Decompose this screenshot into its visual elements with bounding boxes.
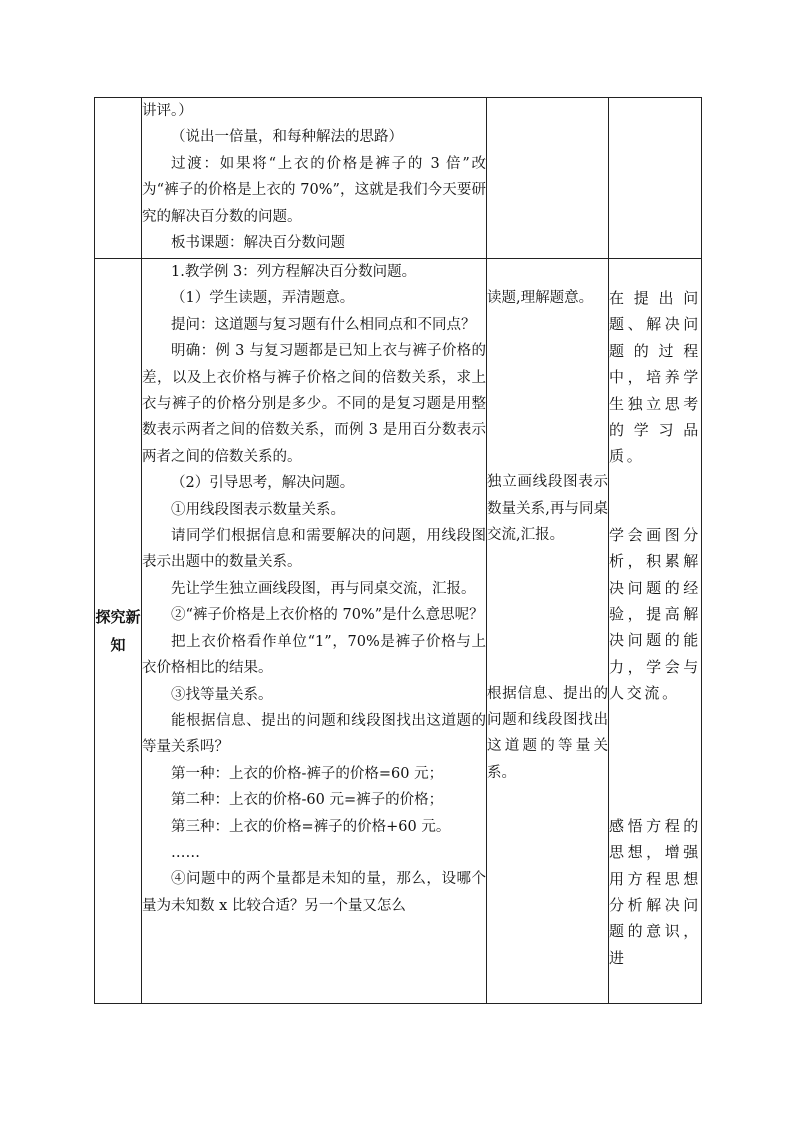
student-activity-cell bbox=[487, 259, 609, 1004]
section-label: 探究新知 bbox=[95, 259, 142, 1004]
paragraph: 第三种：上衣的价格=裤子的价格+60 元。 bbox=[171, 818, 451, 835]
student-activity-text: 读题,理解题意。 bbox=[487, 290, 594, 306]
student-activity-text: 独立画线段图表示数量关系,再与同桌交流,汇报。 bbox=[487, 474, 608, 544]
student-activity-cell-empty bbox=[487, 98, 609, 259]
table-row-explore bbox=[95, 259, 702, 1004]
paragraph: 第一种：上衣的价格-裤子的价格=60 元； bbox=[171, 765, 444, 782]
teaching-process-cell bbox=[142, 259, 487, 1004]
paragraph: ④问题中的两个量都是未知的量，那么，设哪个量为未知数 x 比较合适？另一个量又怎么 bbox=[142, 871, 486, 914]
paragraph: 明确：例 3 与复习题都是已知上衣与裤子价格的差，以及上衣价格与裤子价格之间的倍数关系，求上衣与裤子的价格分别是多少。不同的是复习题是用整数表示两者之间的倍数关系，而例 3 是用百分数表示两者之间的倍数关系的。 bbox=[142, 343, 486, 465]
design-intent-text: 在提出问题、解决问题的过程中，培养学生独立思考的学习品质。 bbox=[609, 289, 701, 466]
paragraph: 第二种：上衣的价格-60 元=裤子的价格； bbox=[171, 792, 444, 809]
student-activity-text: 根据信息、提出的问题和线段图找出这道题的等量关系。 bbox=[487, 685, 608, 781]
label-cell-empty bbox=[95, 98, 142, 259]
paragraph: 提问：这道题与复习题有什么相同点和不同点？ bbox=[171, 316, 476, 333]
paragraph: （2）引导思考，解决问题。 bbox=[171, 475, 355, 492]
paragraph: 过渡：如果将“上衣的价格是裤子的 3 倍”改为“裤子的价格是上衣的 70%”，这就是我们今天要研究的解决百分数的问题。 bbox=[142, 155, 486, 225]
paragraph: 先让学生独立画线段图，再与同桌交流，汇报。 bbox=[171, 580, 476, 597]
paragraph: 请同学们根据信息和需要解决的问题，用线段图表示出题中的数量关系。 bbox=[142, 528, 486, 571]
table-row-review bbox=[95, 98, 702, 259]
paragraph: 1.教学例 3：列方程解决百分数问题。 bbox=[171, 264, 417, 280]
paragraph: 能根据信息、提出的问题和线段图找出这道题的等量关系吗？ bbox=[142, 712, 486, 756]
design-intent-cell bbox=[609, 259, 702, 1004]
paragraph: ③找等量关系。 bbox=[171, 686, 273, 703]
lesson-plan-table bbox=[94, 97, 702, 1004]
teaching-process-cell bbox=[142, 98, 487, 259]
paragraph: （说出一倍量，和每种解法的思路） bbox=[171, 129, 403, 146]
paragraph: 讲评。） bbox=[142, 103, 193, 119]
paragraph: 板书课题：解决百分数问题 bbox=[171, 235, 345, 252]
paragraph: 把上衣价格看作单位“1”，70%是裤子价格与上衣价格相比的结果。 bbox=[142, 633, 486, 677]
paragraph: …… bbox=[171, 844, 200, 861]
design-intent-cell-empty bbox=[609, 98, 702, 259]
paragraph: ①用线段图表示数量关系。 bbox=[171, 501, 345, 518]
paragraph: ②“裤子价格是上衣价格的 70%”是什么意思呢？ bbox=[171, 607, 484, 624]
design-intent-text: 感悟方程的思想，增强用方程思想分析解决问题的意识，进 bbox=[609, 816, 701, 967]
paragraph: （1）学生读题，弄清题意。 bbox=[171, 290, 355, 307]
design-intent-text: 学会画图分析，积累解决问题的经验，提高解决问题的能力，学会与人交流。 bbox=[609, 525, 701, 703]
